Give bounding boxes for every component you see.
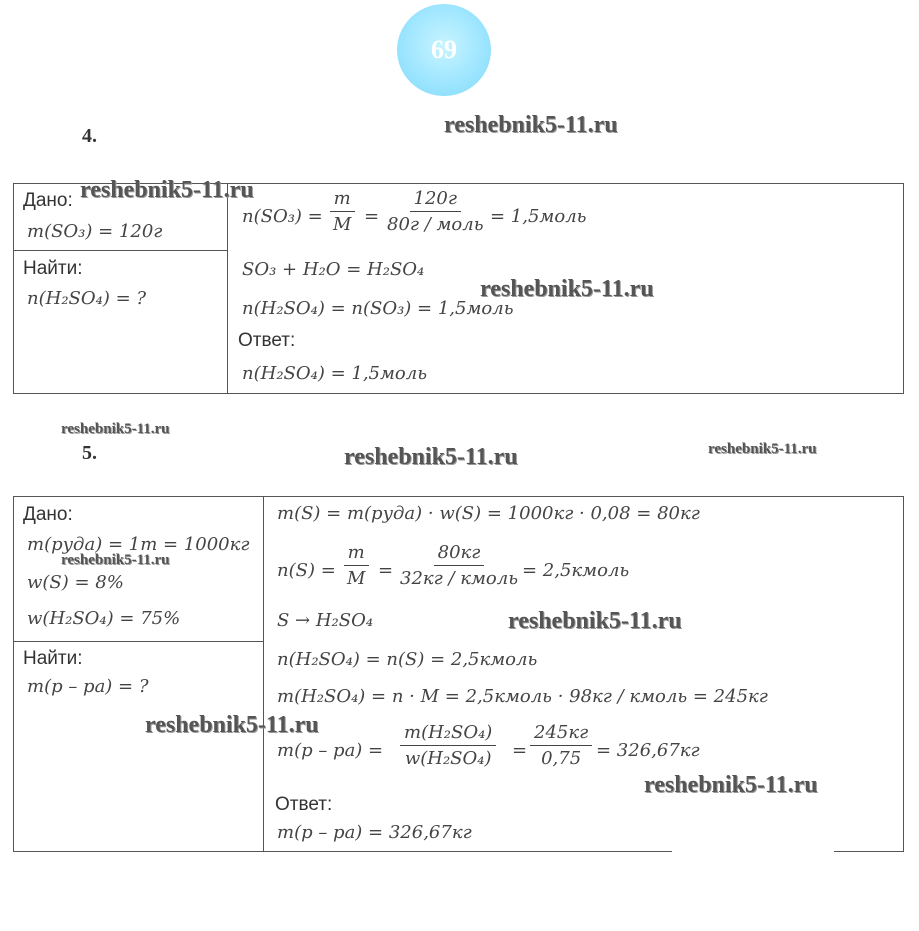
watermark: reshebnik5-11.ru <box>61 421 170 437</box>
task-4-divider <box>227 183 228 394</box>
task-5-given-find-divider <box>13 641 264 642</box>
fraction-numerator: m <box>344 542 369 566</box>
task-4-relation: n(H₂SO₄) = n(SO₃) = 1,5моль <box>242 298 514 319</box>
task-4-fraction-2 <box>383 188 488 235</box>
fraction-denominator: M <box>347 568 366 589</box>
task-5-given-sulfur-fraction: w(S) = 8% <box>27 572 124 593</box>
task-4-answer: n(H₂SO₄) = 1,5моль <box>242 363 428 384</box>
task-4-fraction-1 <box>329 188 355 235</box>
page-number-badge <box>397 4 491 96</box>
task-4-reaction: SO₃ + H₂O = H₂SO₄ <box>242 259 425 280</box>
task-5-equals: = <box>378 560 394 581</box>
task-5-line-5: m(H₂SO₄) = n · M = 2,5кмоль · 98кг / кмоль = 245кг <box>277 686 768 707</box>
task-4-given-find-divider <box>13 250 228 251</box>
watermark: reshebnik5-11.ru <box>145 712 319 738</box>
task-5-line-2-right: = 2,5кмоль <box>522 560 630 581</box>
task-5-divider <box>263 496 264 852</box>
table-border-gap <box>672 848 834 852</box>
task-4-formula-left: n(SO₃) = <box>242 206 323 227</box>
fraction-denominator: 0,75 <box>541 748 582 769</box>
task-5-given-ore-mass: m(руда) = 1т = 1000кг <box>27 534 250 555</box>
watermark: reshebnik5-11.ru <box>508 608 682 634</box>
task-5-line-2-left: n(S) = <box>277 560 336 581</box>
task-4-find-value: n(H₂SO₄) = ? <box>27 288 147 309</box>
task-4-find-label: Найти: <box>23 258 83 279</box>
fraction-numerator: m(H₂SO₄) <box>400 722 496 746</box>
fraction-denominator: 32кг / кмоль <box>400 568 519 589</box>
task-5-number: 5. <box>82 442 97 464</box>
task-5-find-label: Найти: <box>23 648 83 669</box>
task-5-fraction-3 <box>400 722 496 769</box>
watermark: reshebnik5-11.ru <box>61 552 170 568</box>
task-5-line-4: n(H₂SO₄) = n(S) = 2,5кмоль <box>277 649 538 670</box>
task-4-equals: = <box>364 206 380 227</box>
task-5-equals-2: = <box>512 740 528 761</box>
task-4-answer-label: Ответ: <box>238 330 296 351</box>
fraction-numerator: 80кг <box>434 542 485 566</box>
watermark: reshebnik5-11.ru <box>80 177 254 203</box>
fraction-denominator: 80г / моль <box>387 214 484 235</box>
task-5-line-3: S → H₂SO₄ <box>277 610 374 631</box>
fraction-denominator: M <box>333 214 352 235</box>
task-4-formula-right: = 1,5моль <box>490 206 587 227</box>
fraction-denominator: w(H₂SO₄) <box>404 748 492 769</box>
task-5-fraction-1 <box>343 542 369 589</box>
fraction-numerator: 245кг <box>530 722 592 746</box>
watermark: reshebnik5-11.ru <box>644 772 818 798</box>
fraction-numerator: 120г <box>410 188 461 212</box>
page-number: 69 <box>431 35 457 64</box>
task-5-line-6-left: m(р – ра) = <box>277 740 384 761</box>
watermark: reshebnik5-11.ru <box>480 276 654 302</box>
task-5-line-1: m(S) = m(руда) · w(S) = 1000кг · 0,08 = 80кг <box>277 503 700 524</box>
task-5-line-6-right: = 326,67кг <box>596 740 700 761</box>
task-5-fraction-2 <box>396 542 522 589</box>
task-5-answer-label: Ответ: <box>275 794 333 815</box>
task-5-answer: m(р – ра) = 326,67кг <box>277 822 472 843</box>
task-4-given-label: Дано: <box>23 190 73 211</box>
task-4-given-mass: m(SO₃) = 120г <box>27 221 163 242</box>
task-5-find-value: m(р – ра) = ? <box>27 676 149 697</box>
task-5-given-label: Дано: <box>23 504 73 525</box>
watermark: reshebnik5-11.ru <box>444 112 618 138</box>
task-4-number: 4. <box>82 125 97 147</box>
watermark: reshebnik5-11.ru <box>708 441 817 457</box>
task-5-given-acid-fraction: w(H₂SO₄) = 75% <box>27 608 181 629</box>
task-5-fraction-4 <box>530 722 592 769</box>
fraction-numerator: m <box>330 188 355 212</box>
watermark: reshebnik5-11.ru <box>344 444 518 470</box>
